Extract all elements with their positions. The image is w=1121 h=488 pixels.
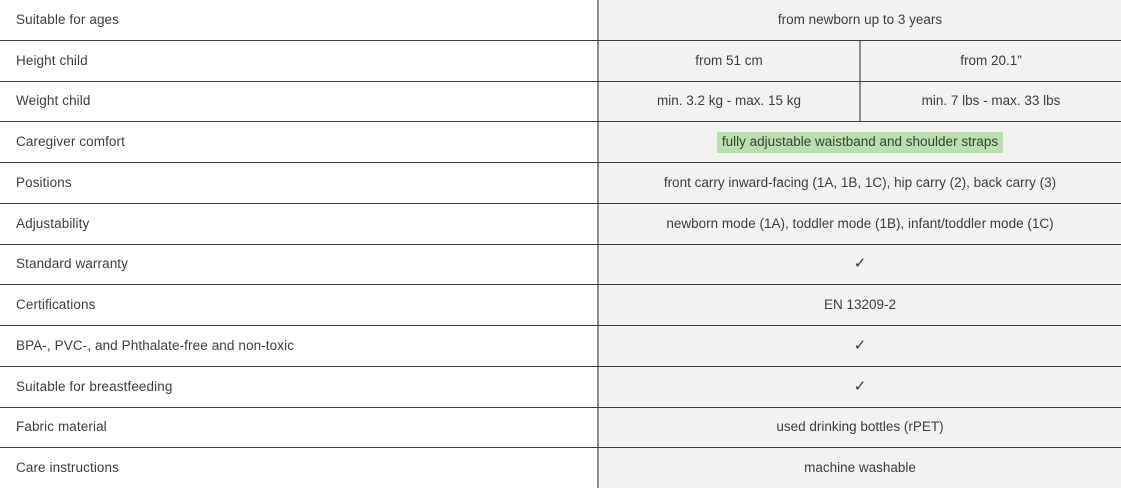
row-label: Certifications xyxy=(0,285,597,325)
highlighted-value: fully adjustable waistband and shoulder straps xyxy=(717,132,1003,153)
row-label: Weight child xyxy=(0,82,597,122)
row-value-check xyxy=(597,367,1121,407)
row-value-check xyxy=(597,245,1121,285)
table-row xyxy=(0,122,1121,163)
table-row xyxy=(0,326,1121,367)
table-row xyxy=(0,285,1121,326)
table-row xyxy=(0,367,1121,408)
table-row xyxy=(0,448,1121,488)
row-value-imperial: from 20.1” xyxy=(859,41,1121,81)
row-label: Suitable for ages xyxy=(0,0,597,40)
checkmark-icon: ✓ xyxy=(853,336,867,354)
row-value: used drinking bottles (rPET) xyxy=(597,408,1121,448)
row-value: EN 13209-2 xyxy=(597,285,1121,325)
table-row xyxy=(0,41,1121,82)
table-row xyxy=(0,0,1121,41)
checkmark-icon: ✓ xyxy=(853,255,867,273)
row-value-check xyxy=(597,326,1121,366)
table-row xyxy=(0,408,1121,449)
table-row xyxy=(0,82,1121,123)
row-label: Care instructions xyxy=(0,448,597,488)
checkmark-icon: ✓ xyxy=(853,377,867,395)
row-value: front carry inward-facing (1A, 1B, 1C), hip carry (2), back carry (3) xyxy=(597,163,1121,203)
row-value xyxy=(597,122,1121,162)
row-value: machine washable xyxy=(597,448,1121,488)
row-label: Standard warranty xyxy=(0,245,597,285)
table-row xyxy=(0,163,1121,204)
row-value-metric: from 51 cm xyxy=(597,41,859,81)
row-label: Adjustability xyxy=(0,204,597,244)
row-label: Height child xyxy=(0,41,597,81)
row-label: Suitable for breastfeeding xyxy=(0,367,597,407)
row-label: Fabric material xyxy=(0,408,597,448)
row-value-metric: min. 3.2 kg - max. 15 kg xyxy=(597,82,859,122)
table-row xyxy=(0,204,1121,245)
row-value: newborn mode (1A), toddler mode (1B), infant/toddler mode (1C) xyxy=(597,204,1121,244)
row-label: Positions xyxy=(0,163,597,203)
row-label: BPA-, PVC-, and Phthalate-free and non-toxic xyxy=(0,326,597,366)
row-label: Caregiver comfort xyxy=(0,122,597,162)
row-value: from newborn up to 3 years xyxy=(597,0,1121,40)
table-row xyxy=(0,245,1121,286)
row-value-imperial: min. 7 lbs - max. 33 lbs xyxy=(859,82,1121,122)
